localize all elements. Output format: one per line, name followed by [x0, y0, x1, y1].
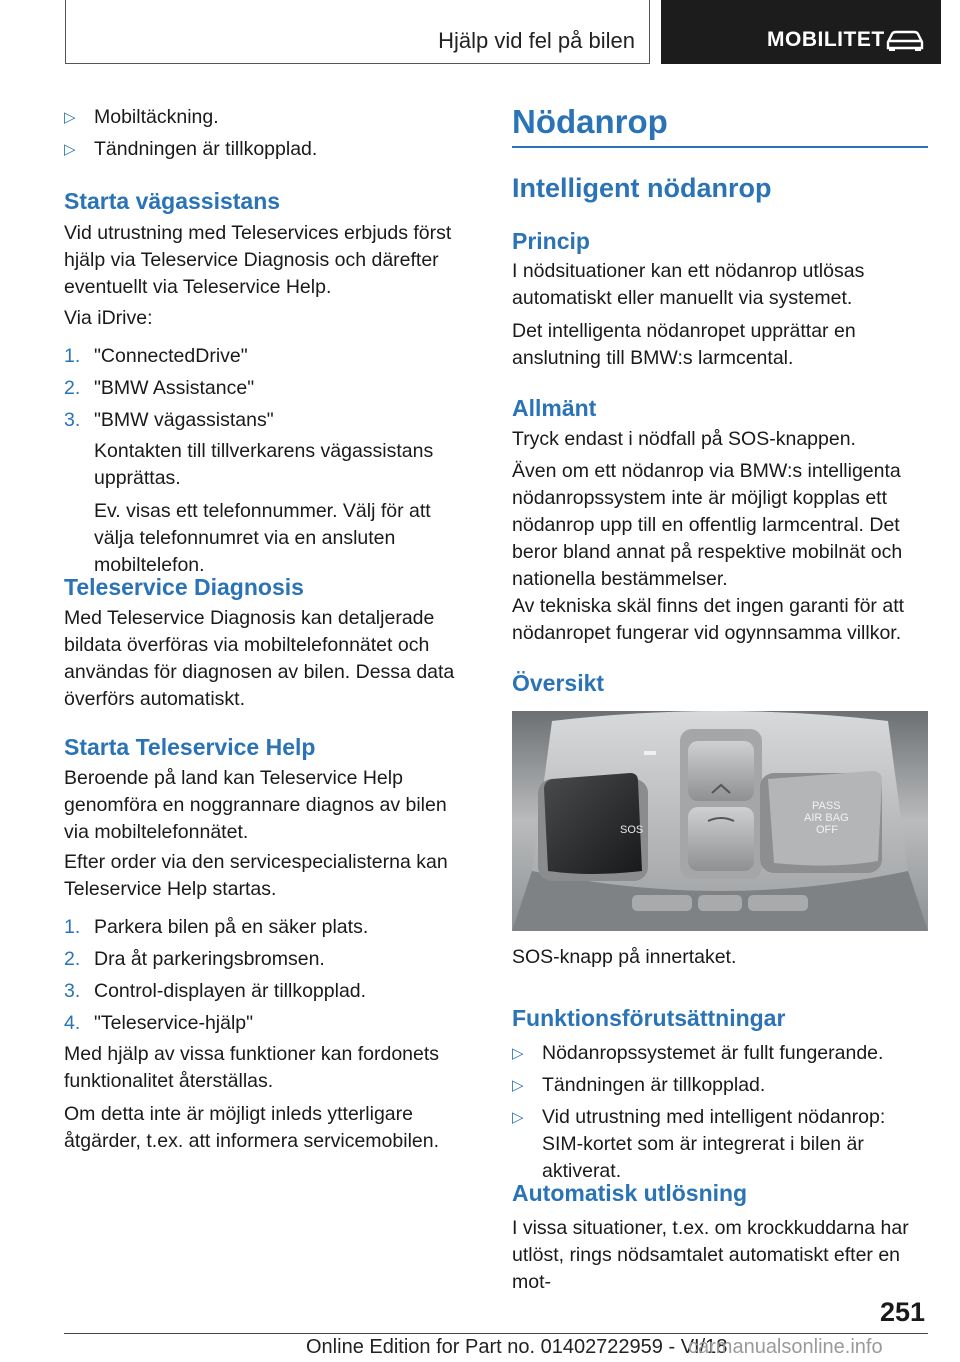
paragraph: Om detta inte är möjligt inleds ytterligare åtgärder, t.ex. att informera servicemobilen. [64, 1103, 440, 1152]
heading-intelligent: Intelligent nödanrop [512, 173, 772, 203]
paragraph: Tryck endast i nödfall på SOS-knappen. [512, 428, 856, 450]
figure-caption: SOS-knapp på innertaket. [512, 946, 737, 968]
paragraph: Vid utrustning med Teleservices erbjuds först hjälp via Teleservice Diagnosis och därefter eventuellt via Teleservice Help. [64, 222, 452, 298]
heading-help: Starta Teleservice Help [64, 734, 316, 760]
triangle-bullet-icon: ▷ [512, 1077, 524, 1094]
section-tab [65, 0, 650, 64]
triangle-bullet-icon: ▷ [64, 141, 76, 158]
chapter-heading: Nödanrop [512, 103, 668, 140]
list-item: ▷ Nödanropssystemet är fullt fungerande. [512, 1040, 928, 1067]
watermark: carmanualsonline.info [688, 1336, 883, 1358]
list-item: ▷ Tändningen är tillkopplad. [64, 136, 476, 163]
heading-vagassistans: Starta vägassistans [64, 188, 281, 214]
pass-label-1: PASS [812, 800, 841, 812]
heading-oversikt: Översikt [512, 670, 605, 696]
sos-label: SOS [620, 824, 644, 836]
triangle-bullet-icon: ▷ [512, 1045, 524, 1062]
list-item: 3. Control-displayen är tillkopplad. [64, 980, 367, 1002]
triangle-bullet-icon: ▷ [512, 1109, 524, 1126]
heading-allmant: Allmänt [512, 395, 597, 421]
section-title: Hjälp vid fel på bilen [438, 28, 635, 53]
car-icon [885, 28, 925, 52]
heading-automatisk: Automatisk utlösning [512, 1180, 748, 1206]
paragraph: Även om ett nödanrop via BMW:s intelligenta nödanropssystem inte är möjligt kopplas ett nödanrop upp till en offentlig larmcentral. Det beror bland annat på respektive mobilnät och nationella bestämmelser. [512, 460, 903, 590]
paragraph: Det intelligenta nödanropet upprättar en anslutning till BMW:s larmcental. [512, 320, 856, 369]
step-note: Ev. visas ett telefonnummer. Välj för att välja telefonnumret via en ansluten mobiltelefon. [94, 500, 431, 576]
heading-rule [512, 146, 928, 148]
footer-edition [306, 1336, 727, 1359]
paragraph: Med Teleservice Diagnosis kan detaljerade bildata överföras via mobiltelefonnätet och användas för diagnosen av bilen. Dessa data överförs automatiskt. [64, 607, 455, 710]
page-header [0, 0, 960, 66]
list-item: 1. Parkera bilen på en säker plats. [64, 916, 369, 938]
edition-text: Online Edition for Part no. 01402722959 - VI/18 [306, 1336, 728, 1358]
list-item: 2. "BMW Assistance" [64, 377, 255, 399]
list-item: 2. Dra åt parkeringsbromsen. [64, 948, 325, 970]
list-item: 1. "ConnectedDrive" [64, 345, 248, 367]
paragraph: Efter order via den servicespecialisterna kan Teleservice Help startas. [64, 851, 448, 900]
paragraph: I vissa situationer, t.ex. om krockkuddarna har utlöst, rings nödsamtalet automatiskt efter en mot- [512, 1217, 909, 1293]
chapter-tab [661, 0, 941, 64]
list-item: ▷ Tändningen är tillkopplad. [512, 1072, 928, 1099]
pass-label-2: AIR BAG [804, 812, 849, 824]
paragraph: Med hjälp av vissa funktioner kan fordonets funktionalitet återställas. [64, 1043, 440, 1092]
triangle-bullet-icon: ▷ [64, 109, 76, 126]
list-item: ▷ Vid utrustning med intelligent nödanrop: SIM-kortet som är integrerat i bilen är aktiverat. [512, 1106, 886, 1182]
pass-label-3: OFF [816, 824, 838, 836]
page-number: 251 [879, 1297, 925, 1327]
heading-funktion: Funktionsförutsättningar [512, 1005, 786, 1031]
chapter-title: MOBILITET [767, 28, 885, 51]
heading-diagnosis: Teleservice Diagnosis [64, 574, 304, 600]
list-item: 3. "BMW vägassistans" [64, 409, 274, 431]
roof-console-illustration [512, 711, 928, 931]
list-item: 4. "Teleservice-hjälp" [64, 1012, 254, 1034]
step-note: Kontakten till tillverkarens vägassistans upprättas. [94, 440, 434, 489]
sos-button-photo [512, 711, 928, 931]
paragraph: Beroende på land kan Teleservice Help genomföra en noggrannare diagnos av bilen via mobiltelefonnätet. [64, 767, 447, 843]
paragraph: Via iDrive: [64, 307, 153, 329]
list-item: ▷ Mobiltäckning. [64, 104, 476, 131]
footer-rule [64, 1333, 928, 1334]
paragraph: Av tekniska skäl finns det ingen garanti för att nödanropet fungerar vid ogynnsamma villkor. [512, 595, 905, 644]
paragraph: I nödsituationer kan ett nödanrop utlösas automatiskt eller manuellt via systemet. [512, 260, 865, 309]
heading-princip: Princip [512, 228, 590, 254]
